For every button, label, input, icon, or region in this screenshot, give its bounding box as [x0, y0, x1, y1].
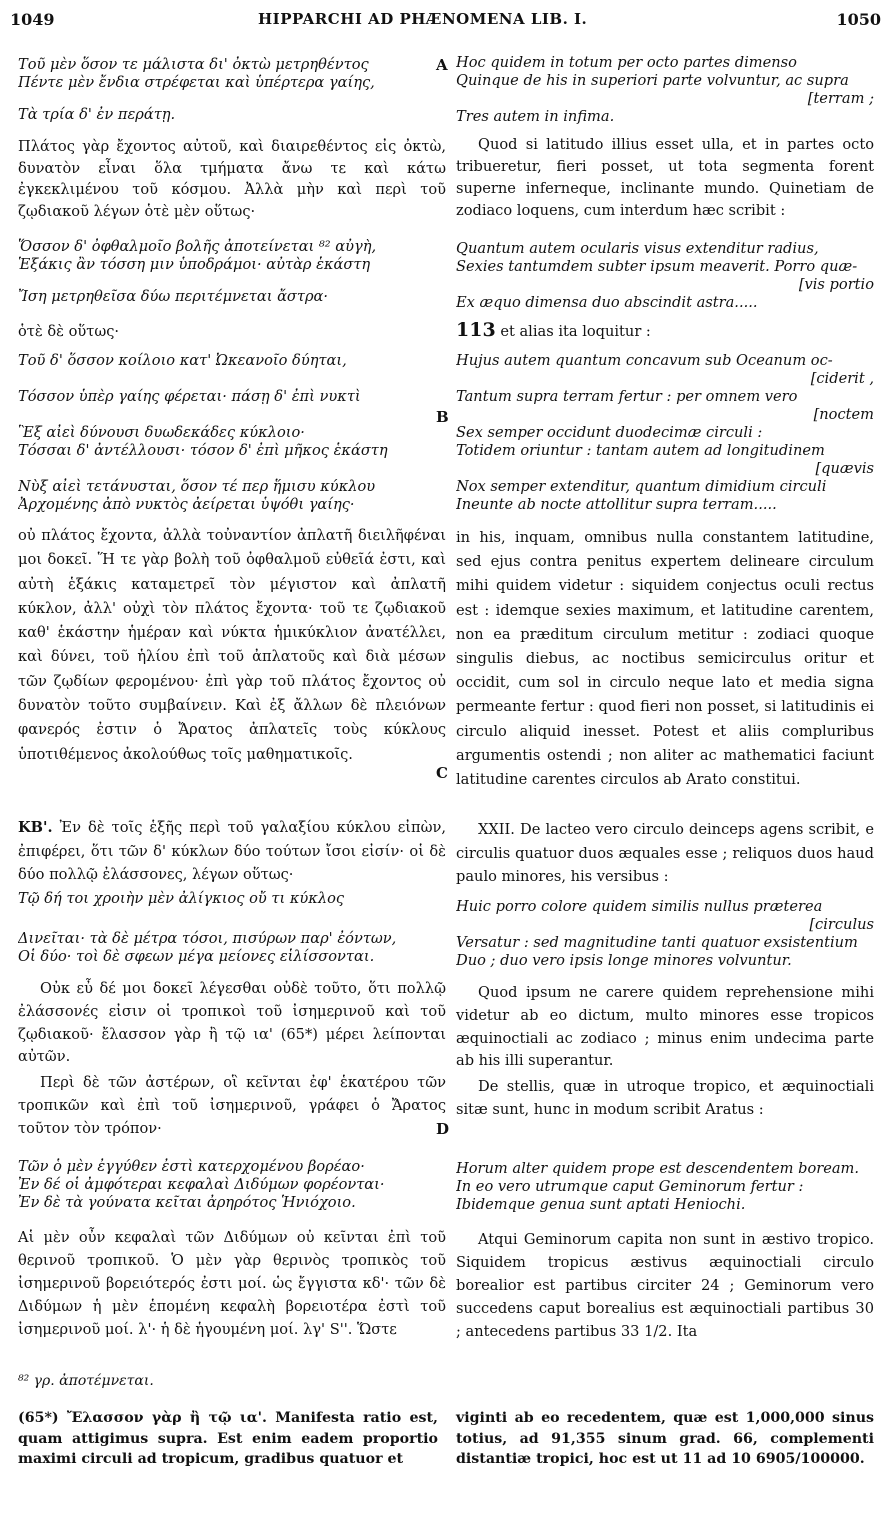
- paragraph: [456, 318, 874, 344]
- margin-letter: A: [436, 56, 448, 74]
- verse-line: In eo vero utrumque caput Geminorum fertur :: [456, 1178, 804, 1195]
- footnote: ⁸² γρ. ἀποτέμνεται.: [18, 1373, 154, 1389]
- verse-line: Horum alter quidem prope est descendentem boream.: [456, 1160, 860, 1177]
- section-number: ΚΒ'.: [18, 819, 53, 836]
- verse-block: [18, 56, 446, 92]
- paragraph: Quod ipsum ne carere quidem reprehensione mihi videtur ab eo dictum, multo minores esse tropicos æquinoctiali ac zodiaco ; minus enim undecima parte ab his illi superantur.: [456, 984, 874, 1070]
- paragraph: in his, inquam, omnibus nulla constantem latitudine, sed ejus contra penitus expertem delineare circulum mihi quidem videtur : siquidem conjectus oculi rectus est : idemque sexies maximum, et latitudine carentem, non ea præditum circulum metitur : zodiaci quoque singulis diebus, ac noctibus semicirculus oritur et occidit, cum sol in circulo neque lato et media signa permeante fertur : quod fieri non posset, si latitudinis ei circulo aliquid inesset. Potest et aliis compluribus argumentis ostendi ; non aliter ac mathematici faciunt latitudine carentes circulos ab Arato constitui.: [456, 529, 874, 789]
- verse-line: Τοῦ μὲν ὅσον τε μάλιστα δι' ὀκτὼ μετρηθέντος: [18, 56, 369, 73]
- paragraph: [18, 816, 446, 887]
- verse-line: Τόσσαι δ' ἀντέλλουσι· τόσον δ' ἐπὶ μῆκος ἑκάστη: [18, 442, 388, 459]
- page-number-left: 1049: [10, 10, 55, 29]
- verse-line: Οἱ δύο· τοὶ δὲ σφεων μέγα μείονες εἱλίσσονται.: [18, 948, 375, 965]
- verse-block: [456, 108, 874, 126]
- verse-block: [456, 54, 874, 108]
- verse-block: [18, 352, 446, 514]
- verse-line: [noctem: [813, 406, 874, 423]
- paragraph: Αἱ μὲν οὖν κεφαλαὶ τῶν Διδύμων οὐ κεῖνται ἐπὶ τοῦ θερινοῦ τροπικοῦ. Ὁ μὲν γὰρ θερινὸς τροπικὸς τοῦ ἰσημερινοῦ βορειότερός ἐστι μοί. ὡς ἔγγιστα κδ'· τῶν δὲ Διδύμων ἡ μὲν ἑπομένη κεφαλὴ βορειοτέρα ἐστὶ τοῦ ἰσημερινοῦ μοί. λ'· ἡ δὲ ἡγουμένη μοί. λγ' S''. Ὥστε: [18, 1229, 446, 1338]
- running-header: [0, 6, 891, 36]
- verse-line: Hujus autem quantum concavum sub Oceanum oc-: [456, 352, 833, 369]
- note-text: Manifesta ratio est, quam attigimus supra. Est enim eadem proportio maximi circuli ad tropicum, gradibus quatuor et: [18, 1410, 438, 1467]
- verse-line: Versatur : sed magnitudine tanti quatuor exsistentium: [456, 934, 858, 951]
- verse-line: Ἀρχομένης ἀπὸ νυκτὸς ἀείρεται ὑψόθι γαίης·: [18, 496, 355, 513]
- verse-line: Ἴση μετρηθεῖσα δύω περιτέμνεται ἄστρα·: [18, 288, 329, 305]
- note-lead: (65*) Ἔλασσον γὰρ ἢ τῷ ια'.: [18, 1410, 267, 1426]
- paragraph: οὐ πλάτος ἔχοντα, ἀλλὰ τοὐναντίον ἀπλατῆ διειλῆφέναι μοι δοκεῖ. Ἥ τε γὰρ βολὴ τοῦ ὀφθαλμοῦ εὐθεῖά ἐστι, καὶ αὐτὴ ἑξάκις καταμετρεῖ τὸν μέγιστον καὶ ἀπλατῆ κύκλον, ἀλλ' οὐχὶ τὸν πλάτος ἔχοντα· τοῦ τε ζῳδιακοῦ καθ' ἑκάστην ἡμέραν καὶ νύκτα ἡμικύκλιον ἀνατέλλει, καὶ δύνει, τοῦ ἡλίου ἐπὶ τοῦ ἀπλατοῦς καὶ διὰ μέσων τῶν ζῳδίων φερομένου· ἐπὶ γὰρ τοῦ πλάτος ἔχοντος οὐ δυνατὸν τοῦτο συμβαίνειν. Καὶ ἐξ ἄλλων δὲ πλειόνων φανερός ἐστιν ὁ Ἄρατος ἀπλατεῖς τοὺς κύκλους ὑποτιθέμενος ἀκολούθως τοῖς μαθηματικοῖς.: [18, 527, 446, 763]
- verse-line: [terram ;: [807, 90, 874, 107]
- paragraph: ὁτὲ δὲ οὕτως·: [18, 323, 120, 340]
- verse-line: [quævis: [815, 460, 874, 477]
- verse-line: Quinque de his in superiori parte volvuntur, ac supra: [456, 72, 849, 89]
- verse-line: Τῷ δή τοι χροιὴν μὲν ἀλίγκιος οὔ τι κύκλος: [18, 890, 345, 907]
- verse-line: Ἐν δὲ τὰ γούνατα κεῖται ἀρηρότος Ἡνιόχοιο.: [18, 1194, 356, 1211]
- margin-letter: D: [436, 1120, 450, 1138]
- verse-line: Sexies tantumdem subter ipsum meaverit. Porro quæ-: [456, 258, 858, 275]
- margin-letter: B: [436, 408, 449, 426]
- paragraph: De stellis, quæ in utroque tropico, et æquinoctiali sitæ sunt, hunc in modum scribit Aratus :: [456, 1078, 874, 1118]
- verse-block: [18, 1158, 446, 1212]
- verse-block: [18, 106, 446, 124]
- verse-block: [456, 240, 874, 312]
- section-number: 113: [456, 319, 496, 341]
- verse-line: Ineunte ab nocte attollitur supra terram.....: [456, 496, 777, 513]
- verse-block: [18, 890, 446, 966]
- paragraph: Quod si latitudo illius esset ulla, et in partes octo tribueretur, fieri posset, ut tota segmenta forent superne inferneque, inclinante mundo. Quinetiam de zodiaco loquens, cum interdum hæc scribit :: [456, 136, 874, 219]
- verse-line: Huic porro colore quidem similis nullus præterea: [456, 898, 823, 915]
- paragraph: Οὐκ εὖ δέ μοι δοκεῖ λέγεσθαι οὐδὲ τοῦτο, ὅτι πολλῷ ἐλάσσονές εἰσιν οἱ τροπικοὶ τοῦ ἰσημερινοῦ καὶ τοῦ ζῳδιακοῦ· ἔλασσον γὰρ ἢ τῷ ια' (65*) μέρει λείπονται αὐτῶν.: [18, 980, 446, 1066]
- verse-block: [456, 898, 874, 970]
- verse-line: Totidem oriuntur : tantam autem ad longitudinem: [456, 442, 825, 459]
- paragraph-text: Ἐν δὲ τοῖς ἑξῆς περὶ τοῦ γαλαξίου κύκλου εἰπὼν, ἐπιφέρει, ὅτι τῶν δ' κύκλων δύο τούτων ἴσοι εἰσίν· οἱ δὲ δύο πολλῷ ἐλάσσονες, λέγων οὕτως·: [18, 819, 447, 883]
- verse-line: Τῶν ὁ μὲν ἐγγύθεν ἐστὶ κατερχομένου βορέαο·: [18, 1158, 365, 1175]
- verse-line: Ἓξ αἰεὶ δύνουσι δυωδεκάδες κύκλοιο·: [18, 424, 305, 441]
- verse-line: Τοῦ δ' ὅσσον κοίλοιο κατ' Ὠκεανοῖο δύηται,: [18, 352, 347, 369]
- verse-line: Tantum supra terram fertur : per omnem vero: [456, 388, 798, 405]
- verse-line: Sex semper occidunt duodecimæ circuli :: [456, 424, 763, 441]
- verse-block: [456, 1160, 874, 1214]
- bottom-note-right: viginti ab eo recedentem, quæ est 1,000,000 sinus totius, ad 91,355 sinum grad. 66, complementi distantiæ tropici, hoc est ut 11 ad 10 6905/100000.: [456, 1410, 874, 1467]
- verse-line: Τόσσον ὑπὲρ γαίης φέρεται· πάσῃ δ' ἐπὶ νυκτὶ: [18, 388, 361, 405]
- verse-line: [vis portio: [798, 276, 874, 293]
- paragraph: Πλάτος γὰρ ἔχοντος αὐτοῦ, καὶ διαιρεθέντος εἰς ὀκτὼ, δυνατὸν εἶναι ὅλα τμήματα ἄνω τε καὶ κάτω ἐγκεκλιμένου τοῦ κόσμου. Ἀλλὰ μὴν καὶ περὶ τοῦ ζῳδιακοῦ λέγων ὁτὲ μὲν οὕτως·: [18, 138, 446, 220]
- verse-line: Quantum autem ocularis visus extenditur radius,: [456, 240, 819, 257]
- paragraph: Atqui Geminorum capita non sunt in æstivo tropico. Siquidem tropicus æstivus æquinoctiali circulo borealior est partibus circiter 24 ; Geminorum vero succedens caput borealius est æquinoctiali partibus 30 ; antecedens partibus 33 1/2. Ita: [456, 1231, 874, 1340]
- verse-line: Duo ; duo vero ipsis longe minores volvuntur.: [456, 952, 792, 969]
- verse-line: Ἑξάκις ἂν τόσση μιν ὑποδράμοι· αὐτὰρ ἑκάστη: [18, 256, 371, 273]
- verse-block: [18, 238, 446, 306]
- verse-line: Ibidemque genua sunt aptati Heniochi.: [456, 1196, 746, 1213]
- bottom-note-left: [18, 1408, 438, 1470]
- verse-line: Τὰ τρία δ' ἐν περάτῃ.: [18, 106, 176, 123]
- paragraph: XXII. De lacteo vero circulo deinceps agens scribit, e circulis quatuor duos æquales esse ; reliquos duos haud paulo minores, his versibus :: [456, 821, 874, 885]
- verse-line: Δινεῖται· τὰ δὲ μέτρα τόσοι, πισύρων παρ' ἐόντων,: [18, 930, 397, 947]
- verse-line: Ὅσσον δ' ὀφθαλμοῖο βολῆς ἀποτείνεται ⁸² αὐγὴ,: [18, 238, 377, 255]
- margin-letter: C: [436, 764, 448, 782]
- verse-line: Πέντε μὲν ἔνδια στρέφεται καὶ ὑπέρτερα γαίης,: [18, 74, 375, 91]
- verse-line: Nox semper extenditur, quantum dimidium circuli: [456, 478, 827, 495]
- paragraph-text: et alias ita loquitur :: [500, 323, 651, 340]
- verse-line: Hoc quidem in totum per octo partes dimenso: [456, 54, 797, 71]
- verse-line: [ciderit ,: [810, 370, 874, 387]
- paragraph: Περὶ δὲ τῶν ἀστέρων, οἳ κεῖνται ἐφ' ἑκατέρου τῶν τροπικῶν καὶ ἐπὶ τοῦ ἰσημερινοῦ, γράφει ὁ Ἄρατος τοῦτον τὸν τρόπον·: [18, 1074, 446, 1137]
- verse-line: [circulus: [809, 916, 874, 933]
- verse-line: Νὺξ αἰεὶ τετάνυσται, ὅσον τέ περ ἥμισυ κύκλου: [18, 478, 376, 495]
- verse-line: Ex æquo dimensa duo abscindit astra.....: [456, 294, 758, 311]
- page-number-right: 1050: [836, 10, 881, 29]
- verse-line: Tres autem in infima.: [456, 108, 615, 125]
- verse-block: [456, 352, 874, 514]
- running-title: HIPPARCHI AD PHÆNOMENA LIB. I.: [258, 10, 588, 28]
- verse-line: Ἐν δέ οἱ ἀμφότεραι κεφαλαὶ Διδύμων φορέονται·: [18, 1176, 385, 1193]
